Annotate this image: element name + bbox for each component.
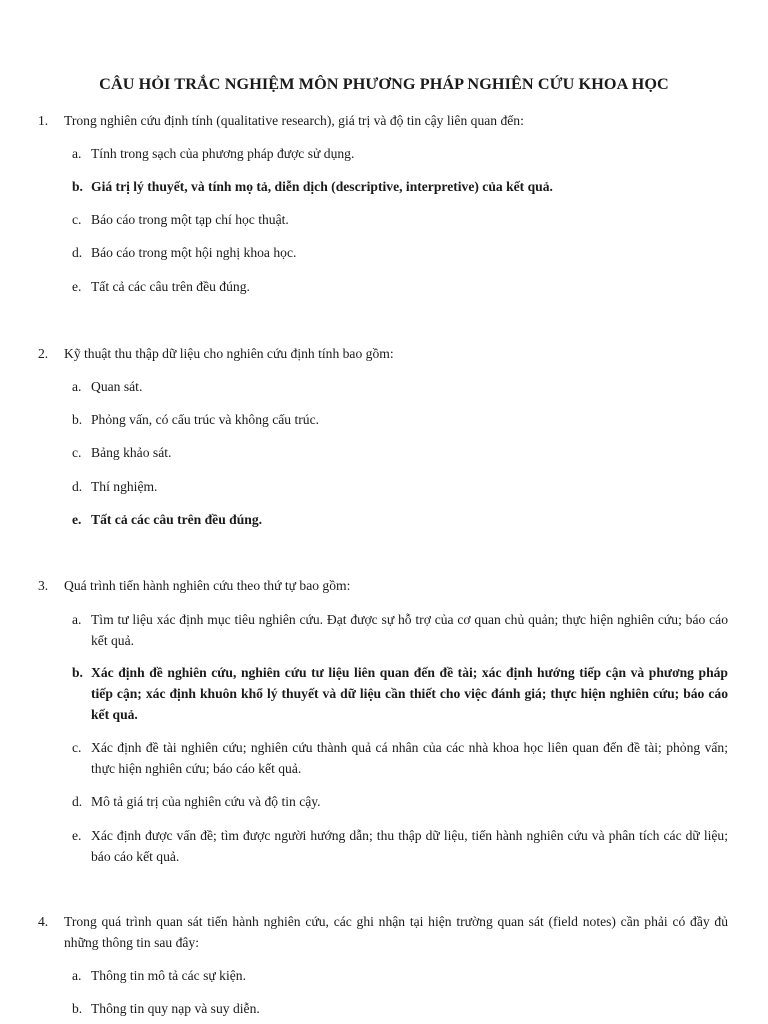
option-letter: b. [72,412,83,427]
option-letter: e. [72,279,82,294]
option-text: Tất cả các câu trên đều đúng. [91,279,250,294]
option-text: Phỏng vấn, có cấu trúc và không cấu trúc. [91,412,320,427]
question-3 [38,575,728,596]
question-1-option-a [72,143,728,164]
option-text: Xác định đề tài nghiên cứu; nghiên cứu thành quả cá nhân của các nhà khoa học liên quan đến đề tài; phỏng vấn; thực hiện nghiên cứu; báo cáo kết quả. [91,740,728,776]
option-letter: b. [72,665,83,680]
option-text: Báo cáo trong một tạp chí học thuật. [91,212,289,227]
question-4 [38,911,728,953]
question-1-option-b-correct [72,176,728,197]
option-letter: d. [72,794,83,809]
question-2-option-c [72,442,728,463]
option-text: Báo cáo trong một hội nghị khoa học. [91,245,297,260]
question-4-option-b [72,998,728,1019]
question-3-option-d [72,791,728,812]
question-2-option-e-correct [72,509,728,530]
question-3-option-c [72,737,728,779]
option-text: Tất cả các câu trên đều đúng. [91,512,263,527]
question-number: 1. [38,113,49,128]
option-letter: b. [72,179,83,194]
option-letter: e. [72,828,82,843]
question-number: 2. [38,346,49,361]
question-text: Kỹ thuật thu thập dữ liệu cho nghiên cứu định tính bao gồm: [64,346,394,361]
question-2-option-a [72,376,728,397]
question-1-option-e [72,276,728,297]
question-3-option-a [72,609,728,651]
question-4-option-a [72,965,728,986]
question-2 [38,343,728,364]
option-letter: a. [72,968,82,983]
option-letter: a. [72,146,82,161]
question-3-option-e [72,825,728,867]
question-text: Trong nghiên cứu định tính (qualitative research), giá trị và độ tin cậy liên quan đến: [64,113,524,128]
question-1-option-d [72,242,728,263]
question-1-option-c [72,209,728,230]
question-number: 4. [38,914,49,929]
question-number: 3. [38,578,49,593]
option-letter: a. [72,612,82,627]
option-text: Xác định được vấn đề; tìm được người hướng dẫn; thu thập dữ liệu, tiến hành nghiên cứu và phân tích các dữ liệu; báo cáo kết quả. [91,828,728,864]
question-3-option-b-correct [72,662,728,725]
option-letter: d. [72,245,83,260]
option-text: Thông tin mô tả các sự kiện. [91,968,246,983]
option-text: Tính trong sạch của phương pháp được sử dụng. [91,146,355,161]
option-letter: c. [72,740,82,755]
option-letter: c. [72,445,82,460]
option-text: Giá trị lý thuyết, và tính mọ tả, diễn dịch (descriptive, interpretive) của kết quả. [91,179,553,194]
option-letter: e. [72,512,82,527]
option-letter: c. [72,212,82,227]
option-text: Thông tin quy nạp và suy diễn. [91,1001,260,1016]
option-letter: a. [72,379,82,394]
option-text: Quan sát. [91,379,143,394]
option-text: Thí nghiệm. [91,479,158,494]
option-text: Mô tả giá trị của nghiên cứu và độ tin cậy. [91,794,321,809]
question-text: Trong quá trình quan sát tiến hành nghiên cứu, các ghi nhận tại hiện trường quan sát (field notes) cần phải có đầy đủ những thông tin sau đây: [64,914,728,950]
option-text: Xác định đề nghiên cứu, nghiên cứu tư liệu liên quan đến đề tài; xác định hướng tiếp cận và phương pháp tiếp cận; xác định khuôn khổ lý thuyết và dữ liệu cần thiết cho việc đánh giá; thực hiện nghiên cứu; báo cáo kết quả. [91,665,728,722]
option-letter: b. [72,1001,83,1016]
option-text: Bảng khảo sát. [91,445,172,460]
question-2-option-b [72,409,728,430]
document-title: CÂU HỎI TRẮC NGHIỆM MÔN PHƯƠNG PHÁP NGHIÊN CỨU KHOA HỌC [99,75,669,93]
question-1 [38,110,728,131]
option-letter: d. [72,479,83,494]
option-text: Tìm tư liệu xác định mục tiêu nghiên cứu. Đạt được sự hỗ trợ của cơ quan chủ quản; thực hiện nghiên cứu; báo cáo kết quả. [91,612,728,648]
question-2-option-d [72,476,728,497]
question-text: Quá trình tiến hành nghiên cứu theo thứ tự bao gồm: [64,578,351,593]
